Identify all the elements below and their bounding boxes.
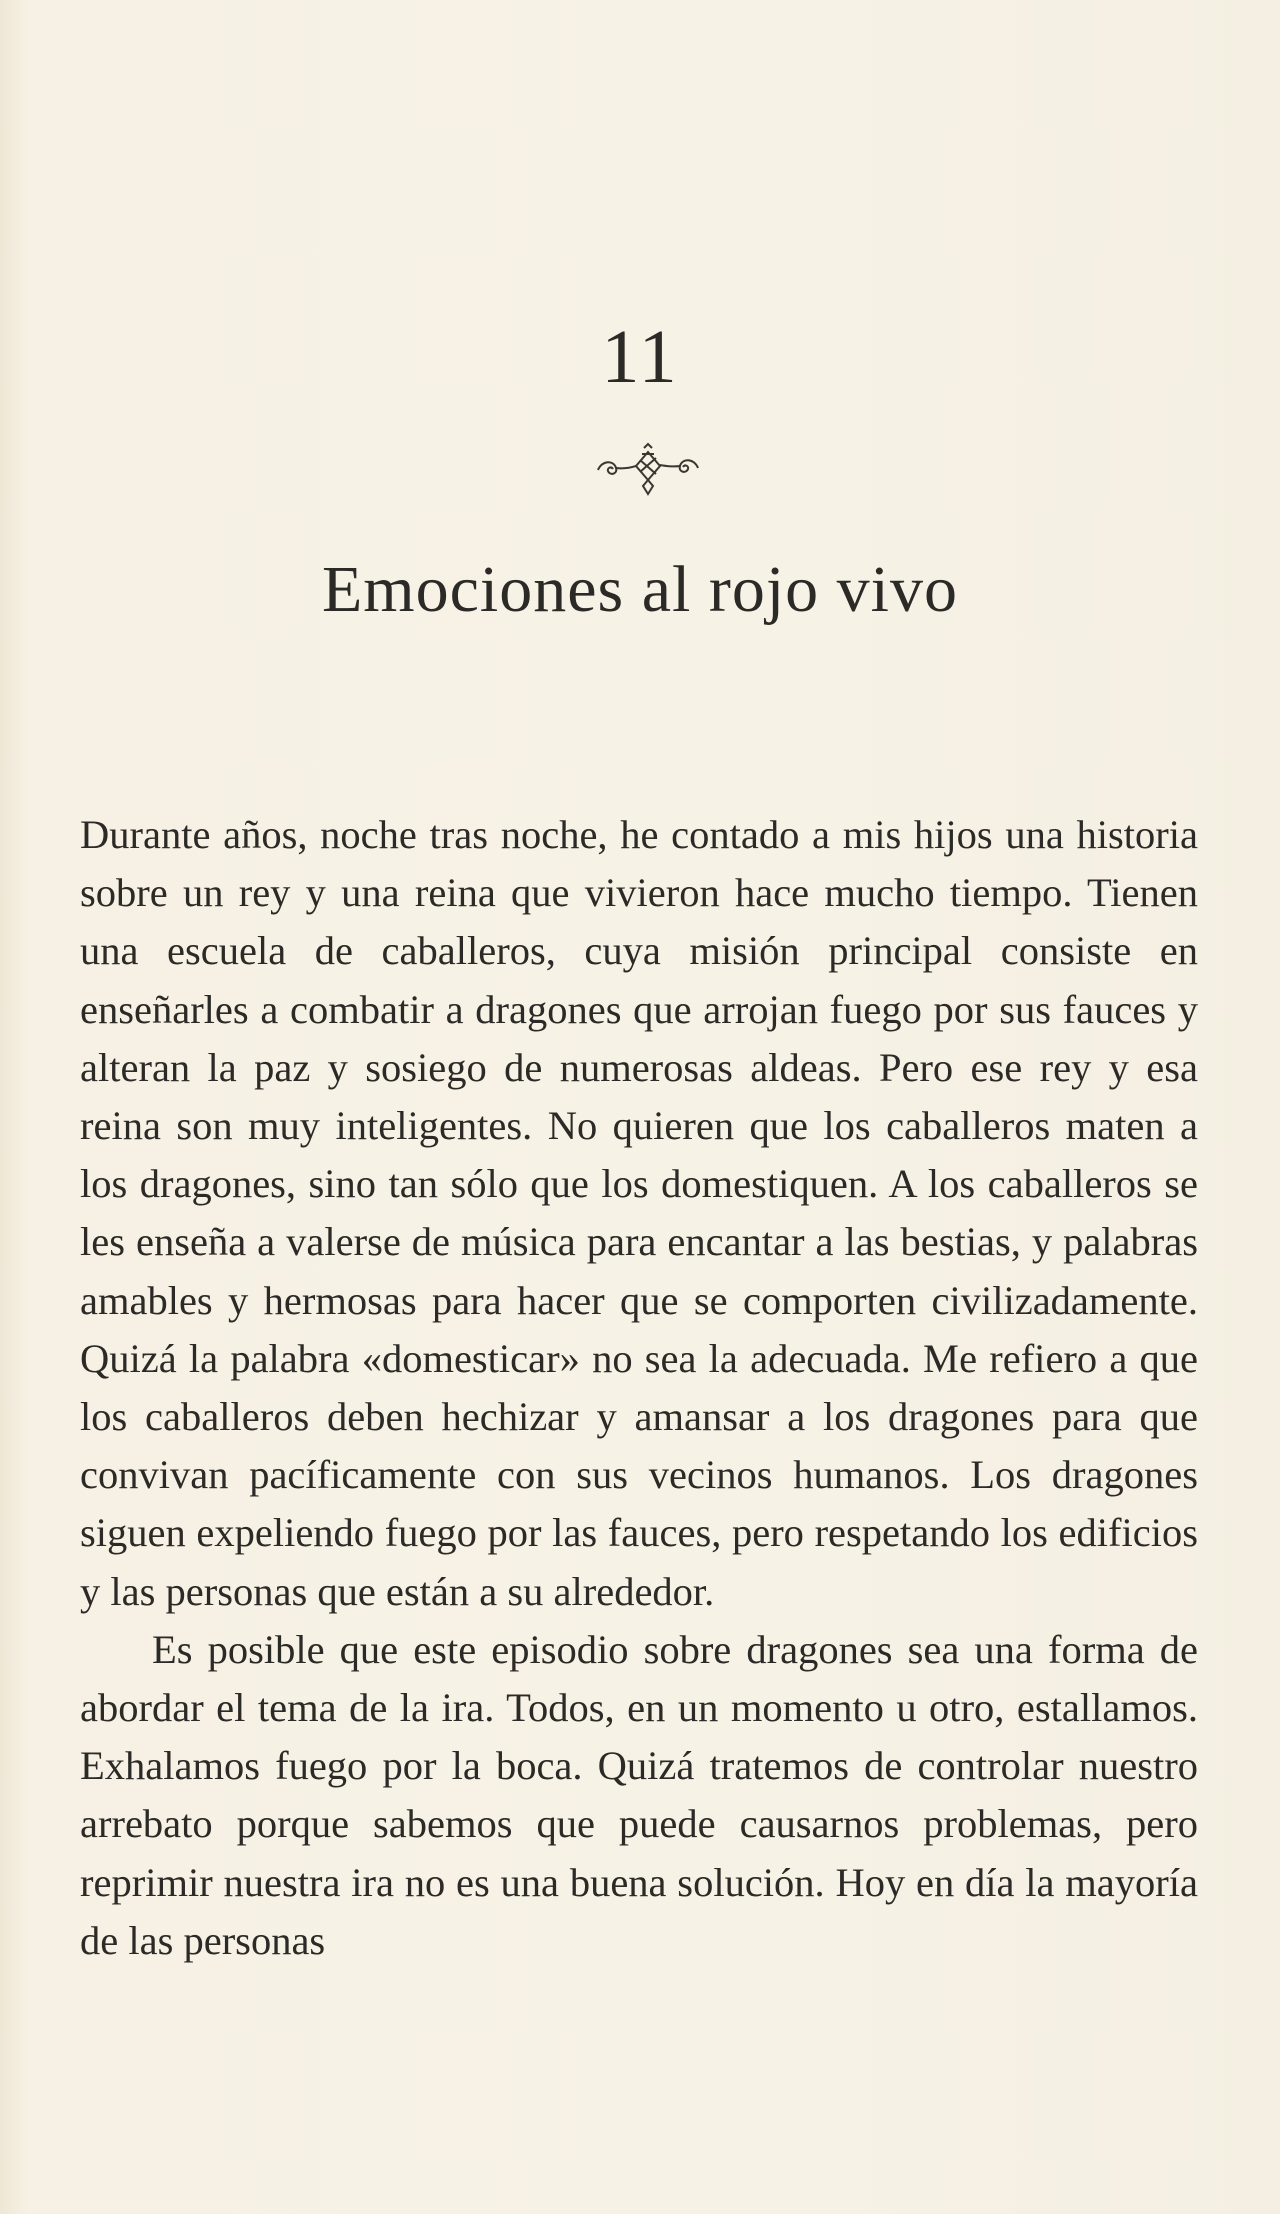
chapter-body	[80, 806, 1198, 1970]
chapter-title: Emociones al rojo vivo	[321, 553, 959, 626]
paragraph: Durante años, noche tras noche, he contado a mis hijos una historia sobre un rey y una reina que vivieron hace mucho tiempo. Tienen una escuela de caballeros, cuya misión principal consiste en enseñarles a combatir a dragones que arrojan fuego por sus fauces y alteran la paz y sosiego de numerosas aldeas. Pero ese rey y esa reina son muy inteligentes. No quieren que los caballeros maten a los dragones, sino tan sólo que los domestiquen. A los caballeros se les enseña a valerse de música para encantar a las bestias, y palabras amables y hermosas para hacer que se comporten civilizadamente. Quizá la palabra «domesticar» no sea la adecuada. Me refiero a que los caballeros deben hechizar y amansar a los dragones para que convivan pacíficamente con sus vecinos humanos. Los dragones siguen expeliendo fuego por las fauces, pero respetando los edificios y las personas que están a su alrededor.	[80, 812, 1198, 1614]
chapter-number: 11	[601, 315, 679, 399]
fleuron-ornament-icon	[592, 438, 704, 498]
paragraph: Es posible que este episodio sobre dragones sea una forma de abordar el tema de la ira. Todos, en un momento u otro, estallamos. Exhalamos fuego por la boca. Quizá tratemos de controlar nuestro arrebato porque sabemos que puede causarnos problemas, pero reprimir nuestra ira no es una buena solución. Hoy en día la mayoría de las personas	[80, 1626, 1198, 1963]
